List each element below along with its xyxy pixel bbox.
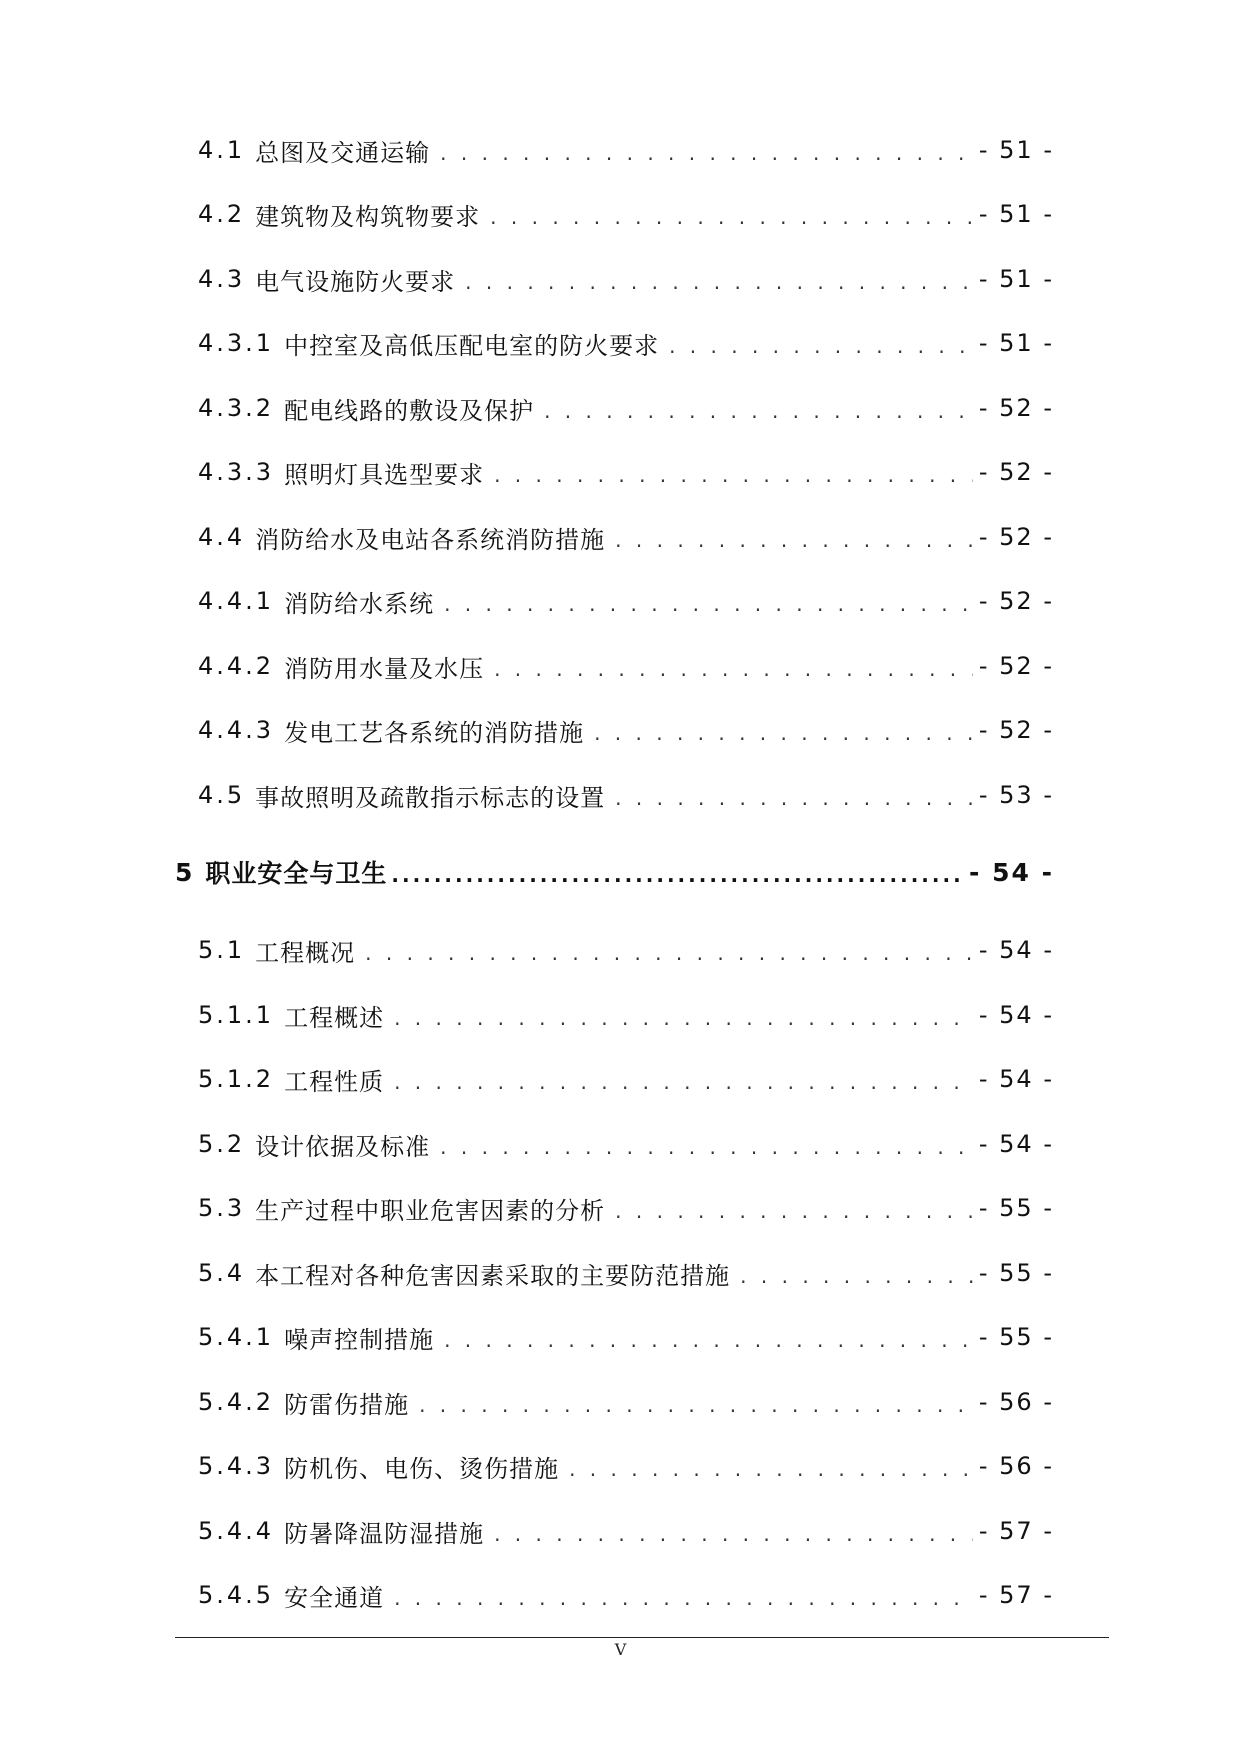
toc-entry[interactable]: [198, 1575, 1054, 1615]
dot-leader: [569, 1457, 973, 1481]
toc-entry[interactable]: [198, 388, 1054, 428]
toc-entry-title: 消防给水系统: [284, 589, 435, 618]
dot-leader: [615, 1199, 973, 1223]
dot-leader: [494, 1522, 973, 1546]
toc-entry-title: 设计依据及标准: [255, 1132, 431, 1161]
toc-entry-page: - 51 -: [978, 136, 1054, 164]
toc-entry-number: 4.5: [198, 781, 246, 809]
toc-entry-page: - 52 -: [978, 587, 1054, 615]
toc-entry-number: 4.3.1: [198, 329, 275, 357]
toc-entry-title: 事故照明及疏散指示标志的设置: [255, 783, 606, 812]
toc-entry[interactable]: [198, 710, 1054, 750]
toc-entry-title: 配电线路的敷设及保护: [284, 396, 535, 425]
toc-entry-page: - 55 -: [978, 1259, 1054, 1287]
toc-entry-page: - 53 -: [978, 781, 1054, 809]
toc-entry-number: 5: [175, 857, 196, 887]
dot-leader: [365, 941, 973, 965]
toc-entry-page: - 56 -: [978, 1388, 1054, 1416]
dot-leader: [494, 657, 973, 681]
toc-entry-number: 5.1.2: [198, 1065, 275, 1093]
toc-entry-number: 5.4.5: [198, 1581, 275, 1609]
toc-entry[interactable]: [198, 130, 1054, 170]
toc-entry[interactable]: [198, 646, 1054, 686]
toc-entry[interactable]: [198, 1059, 1054, 1099]
toc-entry-page: - 54 -: [978, 1065, 1054, 1093]
toc-entry-number: 4.4.1: [198, 587, 275, 615]
dot-leader: [544, 399, 973, 423]
toc-entry-number: 4.4.3: [198, 716, 275, 744]
toc-entry-page: - 52 -: [978, 716, 1054, 744]
dot-leader: [615, 786, 973, 810]
toc-entry[interactable]: [198, 517, 1054, 557]
toc-entry-page: - 54 -: [978, 1130, 1054, 1158]
toc-entry-number: 4.2: [198, 200, 246, 228]
dot-leader: [615, 528, 973, 552]
toc-entry[interactable]: [198, 930, 1054, 970]
toc-entry-page: - 52 -: [978, 652, 1054, 680]
toc-entry-title: 消防用水量及水压: [284, 654, 485, 683]
dot-leader: [494, 463, 973, 487]
toc-entry-title: 中控室及高低压配电室的防火要求: [284, 331, 660, 360]
toc-entry-title: 噪声控制措施: [284, 1325, 435, 1354]
toc-entry[interactable]: [198, 452, 1054, 492]
toc-entry-title: 工程概述: [284, 1003, 385, 1032]
toc-entry-number: 5.3: [198, 1194, 246, 1222]
toc-entry-page: - 51 -: [978, 265, 1054, 293]
dot-leader: [440, 1135, 973, 1159]
toc-entry-number: 4.4: [198, 523, 246, 551]
toc-entry-page: - 57 -: [978, 1517, 1054, 1545]
dot-leader: [394, 1006, 973, 1030]
toc-entry-page: - 52 -: [978, 394, 1054, 422]
toc-entry[interactable]: [198, 775, 1054, 815]
toc-entry[interactable]: [198, 194, 1054, 234]
dot-leader: [669, 334, 973, 358]
dot-leader: [444, 592, 973, 616]
dot-leader: [740, 1264, 973, 1288]
toc-entry[interactable]: [198, 1511, 1054, 1551]
toc-entry-title: 照明灯具选型要求: [284, 460, 485, 489]
toc-entry[interactable]: [198, 1382, 1054, 1422]
toc-entry-title: 总图及交通运输: [255, 138, 431, 167]
footer-divider: [175, 1637, 1109, 1638]
toc-entry-page: - 55 -: [978, 1194, 1054, 1222]
toc-entry[interactable]: [198, 259, 1054, 299]
toc-entry-number: 5.4.3: [198, 1452, 275, 1480]
toc-entry-title: 电气设施防火要求: [255, 267, 456, 296]
toc-entry[interactable]: [198, 1446, 1054, 1486]
toc-entry-title: 生产过程中职业危害因素的分析: [255, 1196, 606, 1225]
toc-entry-page: - 51 -: [978, 200, 1054, 228]
toc-entry-number: 4.4.2: [198, 652, 275, 680]
toc-entry-title: 发电工艺各系统的消防措施: [284, 718, 585, 747]
dot-leader: [594, 721, 973, 745]
toc-chapter-entry[interactable]: [175, 852, 1054, 892]
toc-entry-title: 防机伤、电伤、烫伤措施: [284, 1454, 560, 1483]
dot-leader: [465, 270, 973, 294]
dot-leader: [490, 205, 973, 229]
toc-entry[interactable]: [198, 323, 1054, 363]
page-number: V: [614, 1640, 627, 1659]
toc-entry-page: - 52 -: [978, 458, 1054, 486]
toc-entry-number: 4.3.3: [198, 458, 275, 486]
toc-entry[interactable]: [198, 1188, 1054, 1228]
dot-leader: [391, 863, 963, 887]
toc-entry-number: 4.3.2: [198, 394, 275, 422]
dot-leader: [394, 1586, 973, 1610]
toc-entry-number: 5.4: [198, 1259, 246, 1287]
toc-entry-page: - 54 -: [978, 1001, 1054, 1029]
toc-entry-title: 防雷伤措施: [284, 1390, 410, 1419]
toc-entry[interactable]: [198, 1317, 1054, 1357]
toc-entry-page: - 56 -: [978, 1452, 1054, 1480]
toc-entry-number: 5.4.1: [198, 1323, 275, 1351]
dot-leader: [394, 1070, 973, 1094]
toc-entry-number: 5.2: [198, 1130, 246, 1158]
toc-entry-title: 消防给水及电站各系统消防措施: [255, 525, 606, 554]
toc-entry-title: 本工程对各种危害因素采取的主要防范措施: [255, 1261, 731, 1290]
toc-entry-number: 5.1.1: [198, 1001, 275, 1029]
toc-entry-page: - 57 -: [978, 1581, 1054, 1609]
toc-entry-number: 5.4.2: [198, 1388, 275, 1416]
toc-entry-title: 工程概况: [255, 938, 356, 967]
toc-entry-page: - 52 -: [978, 523, 1054, 551]
toc-entry-page: - 55 -: [978, 1323, 1054, 1351]
toc-entry-number: 4.3: [198, 265, 246, 293]
dot-leader: [440, 141, 973, 165]
toc-entry-title: 防暑降温防湿措施: [284, 1519, 485, 1548]
toc-entry[interactable]: [198, 1253, 1054, 1293]
toc-entry-page: - 54 -: [978, 936, 1054, 964]
toc-entry[interactable]: [198, 1124, 1054, 1164]
dot-leader: [419, 1393, 973, 1417]
toc-entry-page: - 54 -: [969, 857, 1054, 887]
toc-entry-title: 建筑物及构筑物要求: [255, 202, 481, 231]
toc-entry-title: 安全通道: [284, 1583, 385, 1612]
toc-entry-number: 5.4.4: [198, 1517, 275, 1545]
toc-entry-title: 工程性质: [284, 1067, 385, 1096]
toc-entry-number: 5.1: [198, 936, 246, 964]
toc-entry-number: 4.1: [198, 136, 246, 164]
dot-leader: [444, 1328, 973, 1352]
toc-entry[interactable]: [198, 581, 1054, 621]
toc-entry[interactable]: [198, 995, 1054, 1035]
toc-entry-page: - 51 -: [978, 329, 1054, 357]
toc-entry-title: 职业安全与卫生: [205, 859, 388, 888]
